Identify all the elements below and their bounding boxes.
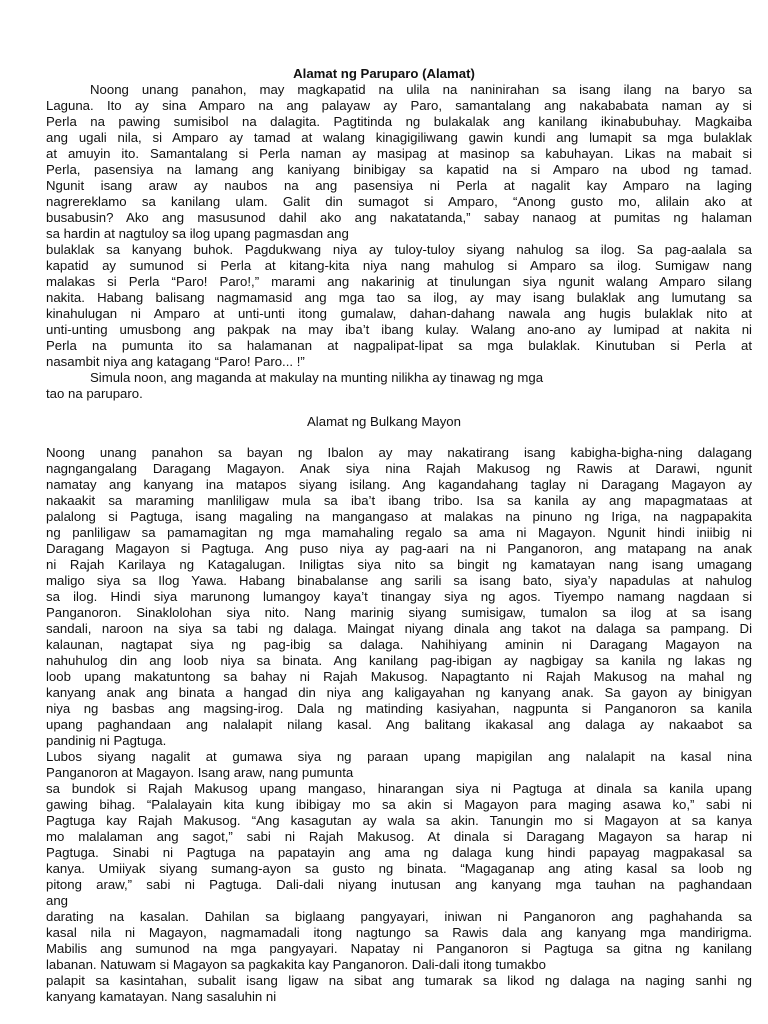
story2-line: upang paghandaan ang nalalapit nilang kasal. Ang balitang ikakasal ang dalaga ay nakaabot sa: [46, 717, 752, 732]
story2-line: kanya. Umiiyak siyang sumang-ayon sa gusto ng binata. “Magaganap ang ating kasal sa loob ng: [46, 861, 752, 876]
story1-line: bulaklak sa kanyang buhok. Pagdukwang niya ay tuloy-tuloy siyang nahulog sa ilog. Sa pag-aalala sa: [46, 242, 752, 257]
closing-line: tao na paruparo.: [46, 386, 143, 401]
story1-line: ang ugali nila, si Amparo ay tamad at walang kinagigiliwang gawin kundi ang lumapit sa mga bulaklak: [46, 130, 752, 145]
story2-line: Lubos siyang nagalit at gumawa siya ng paraan upang mapigilan ang nalalapit na kasal nina: [46, 749, 752, 764]
story2-line: ang: [46, 893, 69, 908]
story1-line: busabusin? Ako ang masusunod dahil ako ang nakatatanda,” sabay nanaog at pumitas ng halaman: [46, 210, 752, 225]
story2-line: kasal nila ni Magayon, nagmamadali itong nagtungo sa Rawis dala ang kanyang mga mandirigma.: [46, 925, 752, 940]
story2-line: pandinig ni Pagtuga.: [46, 733, 167, 748]
story1-line: sa hardin at nagtuloy sa ilog upang pagmasdan ang: [46, 226, 349, 241]
story2-line: Daragang Magayon si Pagtuga. Ang puso niya ay pag-aari na ni Panganoron, ang matapang na anak: [46, 541, 752, 556]
story2-line: namatay ang kanyang ina matapos siyang isilang. Ang kagandahang taglay ni Daragang Magayon ay: [46, 477, 752, 492]
story2-line: pitong araw,” sabi ni Pagtuga. Dali-dali niyang inutusan ang kanyang mga tauhan na paghandaan: [46, 877, 752, 892]
story1-line: Perla, pasensiya na lamang ang kaniyang binibigay sa kapatid na si Amparo na ubod ng tamad.: [46, 162, 752, 177]
story2-line: gawing bihag. “Palalayain kita kung ibibigay mo sa akin si Magayon para maging asawa ko,” sabi ni: [46, 797, 752, 812]
story1-line: nagrereklamo sa kanilang ulam. Galit din sumagot si Amparo, “Anong gusto mo, alilain ako at: [46, 194, 752, 209]
story2-line: labanan. Natuwam si Magayon sa pagkakita kay Panganoron. Dali-dali itong tumakbo: [46, 957, 546, 972]
story2-line: ng panliligaw sa pamamagitan ng mga mamahaling regalo sa ama ni Magayon. Ngunit hindi iniibig ni: [46, 525, 752, 540]
closing-line: Simula noon, ang maganda at makulay na munting nilikha ay tinawag ng mga: [90, 370, 544, 385]
story2-line: Panganoron. Sinaklolohan siya nito. Nang marinig siyang sumisigaw, tumalon sa ilog at sa isang: [46, 605, 752, 620]
story2-line: palapit sa kasintahan, subalit isang ligaw na sibat ang tumarak sa likod ng dalaga na naging sanhi ng: [46, 973, 752, 988]
story1-line: Perla na pawing sumisibol na dalagita. Pagtitinda ng bulakalak ang kanilang ikinabubuhay. Magkaiba: [46, 114, 752, 129]
story1-line: Ngunit isang araw ay naubos na ang pasensiya ni Perla at nagalit kay Amparo na laging: [46, 178, 752, 193]
story1-title: Alamat ng Paruparo (Alamat): [293, 66, 475, 81]
story2-line: niya ng basbas ang magsing-irog. Dala ng matinding kasiyahan, nagpunta si Panganoron sa kanila: [46, 701, 752, 716]
story2-line: Noong unang panahon sa bayan ng Ibalon ay may nakatirang isang kabigha-bigha-ning dalagang: [46, 445, 752, 460]
story2-line: Pagtuga. Sinabi ni Pagtuga na papatayin ang ama ng dalaga kung hindi papayag magpakasal sa: [46, 845, 752, 860]
story2-line: sandali, naroon na siya sa tabi ng dalaga. Maingat niyang dinala ang takot na dalaga sa pampang. Di: [46, 621, 752, 636]
story2-line: palalong si Pagtuga, isang magaling na mangangaso at malakas na pinuno ng Iriga, na nagpapakita: [46, 509, 752, 524]
story2-line: kanyang kamatayan. Nang sasaluhin ni: [46, 989, 277, 1004]
story1-line: at amuyin ito. Samantalang si Perla naman ay masipag at masinop sa kabuhayan. Likas na mabait si: [46, 146, 752, 161]
story1-line: Laguna. Ito ay sina Amparo na ang palayaw ay Paro, samantalang ang nakababata naman ay si: [46, 98, 752, 113]
story2-line: sa ilog. Hindi siya marunong lumangoy kaya’t tinangay siya ng agos. Tiyempo namang nagdaan si: [46, 589, 752, 604]
story1-line: unti-unting umusbong ang pakpak na may iba’t ibang kulay. Walang ano-ano ay lumipad at nakita ni: [46, 322, 752, 337]
story1-line: Noong unang panahon, may magkapatid na ulila na naninirahan sa isang ilang na baryo sa: [90, 82, 752, 97]
story2-line: sa bundok si Rajah Makusog upang mangaso, hinarangan siya ni Pagtuga at dinala sa kanila upang: [46, 781, 752, 796]
story2-line: nagngangalang Daragang Magayon. Anak siya nina Rajah Makusog ng Rawis at Darawi, ngunit: [46, 461, 752, 476]
story2-title: Alamat ng Bulkang Mayon: [307, 414, 461, 429]
story2-line: nahuhulog din ang loob niya sa binata. Ang kanilang pag-ibigan ay nagbigay sa kanila ng lakas ng: [46, 653, 752, 668]
story2-line: loob upang makatuntong sa bahay ni Rajah Makusog. Napagtanto ni Rajah Makusog na mahal ng: [46, 669, 752, 684]
story1-line: Perla na pumunta ito sa halamanan at nagpalipat-lipat sa mga bulaklak. Kinutuban si Perla at: [46, 338, 752, 353]
story1-line: kapatid ay sumunod si Perla at kitang-kita niya nang mahulog si Amparo sa ilog. Sumigaw nang: [46, 258, 752, 273]
story2-line: Panganoron at Magayon. Isang araw, nang pumunta: [46, 765, 354, 780]
story2-line: nakaakit sa maraming manliligaw mula sa iba’t ibang tribo. Isa sa kanila ay ang mapagmataas at: [46, 493, 752, 508]
story1-line: malakas si Perla “Paro! Paro!,” marami ang nakarinig at tinulungan siya ngunit walang Amparo silang: [46, 274, 752, 289]
story2-line: kanyang anak ang binata a hangad din niya ang kaligayahan ng kanyang anak. Sa gayon ay binigyan: [46, 685, 752, 700]
story2-line: kalaunan, nagtapat siya ng pag-ibig sa dalaga. Nahihiyang aminin ni Daragang Magayon na: [46, 637, 752, 652]
story2-line: ni Rajah Karilaya ng Katagalugan. Iniligtas siya nito sa bingit ng kamatayan nang isang umagang: [46, 557, 752, 572]
story1-line: kinahulugan ni Amparo at unti-unti itong gumalaw, dahan-dahang nawala ang hugis bulaklak nito at: [46, 306, 752, 321]
story2-line: mo malalaman ang sagot,” sabi ni Rajah Makusog. At dinala si Daragang Magayon sa harap ni: [46, 829, 752, 844]
story1-line: nasambit niya ang katagang “Paro! Paro... !”: [46, 354, 305, 369]
story1-line: nakita. Habang balisang nagmamasid ang mga tao sa ilog, ay may isang bulaklak ang lumutang sa: [46, 290, 752, 305]
story2-line: maligo siya sa Ilog Yawa. Habang binabalanse ang sarili sa isang bato, siya’y napadulas at nahulog: [46, 573, 752, 588]
story2-line: darating na kasalan. Dahilan sa biglaang pangyayari, iniwan ni Panganoron ang paghahanda sa: [46, 909, 752, 924]
story2-line: Mabilis ang sumunod na mga pangyayari. Napatay ni Panganoron si Pagtuga sa gitna ng kanilang: [46, 941, 752, 956]
story2-line: Pagtuga kay Rajah Makusog. “Ang kasagutan ay wala sa akin. Tanungin mo si Magayon at sa kanya: [46, 813, 752, 828]
